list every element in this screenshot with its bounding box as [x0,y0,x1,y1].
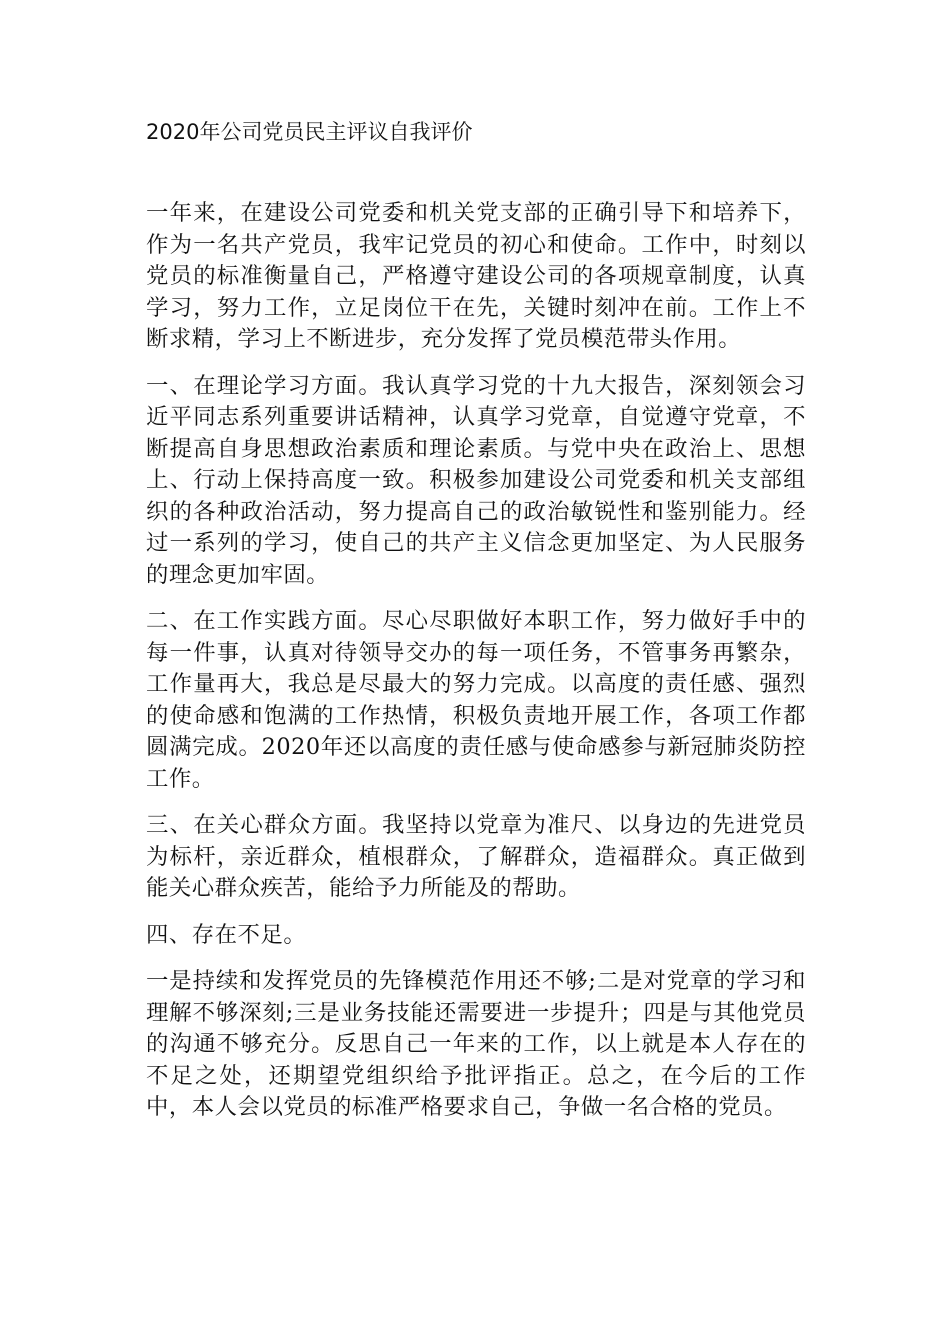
paragraph-caring-for-masses: 三、在关心群众方面。我坚持以党章为准尺、以身边的先进党员为标杆，亲近群众，植根群众，了解群众，造福群众。真正做到能关心群众疾苦，能给予力所能及的帮助。 [146,812,806,901]
paragraph-shortcomings: 一是持续和发挥党员的先锋模范作用还不够;二是对党章的学习和理解不够深刻;三是业务技能还需要进一步提升；四是与其他党员的沟通不够充分。反思自己一年来的工作，以上就是本人存在的不足之处，还期望党组织给予批评指正。总之，在今后的工作中，本人会以党员的标准严格要求自己，争做一名合格的党员。 [146,968,806,1120]
paragraph-shortcomings-heading: 四、存在不足。 [146,921,307,948]
document-body [146,198,806,1139]
paragraph-intro: 一年来，在建设公司党委和机关党支部的正确引导下和培养下，作为一名共产党员，我牢记党员的初心和使命。工作中，时刻以党员的标准衡量自己，严格遵守建设公司的各项规章制度，认真学习，努力工作，立足岗位干在先，关键时刻冲在前。工作上不断求精，学习上不断进步，充分发挥了党员模范带头作用。 [146,200,806,352]
document-title: 2020年公司党员民主评议自我评价 [146,120,473,144]
paragraph-theory-study: 一、在理论学习方面。我认真学习党的十九大报告，深刻领会习近平同志系列重要讲话精神，认真学习党章，自觉遵守党章，不断提高自身思想政治素质和理论素质。与党中央在政治上、思想上、行动上保持高度一致。积极参加建设公司党委和机关支部组织的各种政治活动，努力提高自己的政治敏锐性和鉴别能力。经过一系列的学习，使自己的共产主义信念更加坚定、为人民服务的理念更加牢固。 [146,372,806,588]
paragraph-work-practice: 二、在工作实践方面。尽心尽职做好本职工作，努力做好手中的每一件事，认真对待领导交办的每一项任务，不管事务再繁杂，工作量再大，我总是尽最大的努力完成。以高度的责任感、强烈的使命感和饱满的工作热情，积极负责地开展工作，各项工作都圆满完成。2020年还以高度的责任感与使命感参与新冠肺炎防控工作。 [146,608,806,792]
